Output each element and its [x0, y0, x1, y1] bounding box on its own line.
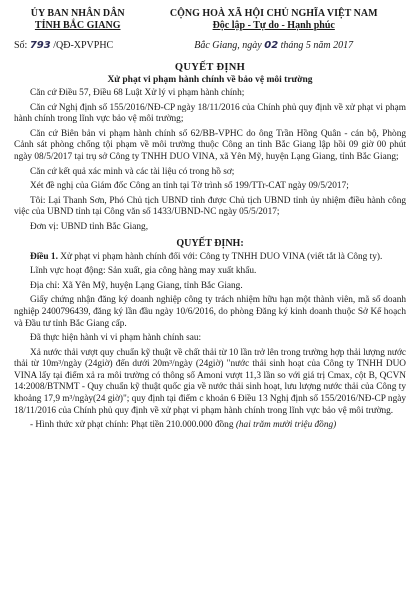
- date-prefix: Bắc Giang, ngày: [194, 40, 262, 51]
- article-1: [14, 252, 406, 264]
- issuer-block: [14, 8, 141, 52]
- penalty-words: (hai trăm mười triệu đồng): [235, 420, 337, 431]
- number-suffix: /QĐ-XPVPHC: [53, 40, 114, 51]
- document-header: [14, 8, 406, 52]
- date-day-handwritten: 02: [264, 40, 279, 51]
- legal-basis-2: Căn cứ Nghị định số 155/2016/NĐ-CP ngày 18/11/2016 của Chính phủ quy định về xử phạt vi phạm hành chính trong lĩnh vực bảo vệ môi trường;: [14, 102, 406, 125]
- body-paragraph-3: Giấy chứng nhận đăng ký doanh nghiệp công ty trách nhiệm hữu hạn một thành viên, mã số doanh nghiệp 2400796439, đăng ký lần đầu ngày 10/6/2016, do phòng Đăng ký kinh doanh thuộc Sở Kế hoạch và Đầu tư tỉnh Bắc Giang cấp.: [14, 295, 406, 329]
- national-motto-block: [141, 8, 406, 52]
- number-prefix: Số:: [14, 40, 28, 51]
- issuer-line2: TỈNH BẮC GIANG: [34, 20, 121, 31]
- country-name: CỘNG HOÀ XÃ HỘI CHỦ NGHĨA VIỆT NAM: [169, 8, 378, 19]
- body-paragraph-2: Địa chỉ: Xã Yên Mỹ, huyện Lạng Giang, tỉnh Bắc Giang.: [30, 280, 243, 291]
- issue-date: [141, 40, 406, 52]
- date-suffix: tháng 5 năm 2017: [280, 40, 354, 51]
- body-paragraph-4: Đã thực hiện hành vi vi phạm hành chính sau:: [30, 333, 202, 344]
- decision-heading: QUYẾT ĐỊNH:: [176, 237, 244, 249]
- number-handwritten: 793: [29, 40, 51, 51]
- document-subtitle: Xử phạt vi phạm hành chính về bảo vệ môi trường: [107, 75, 313, 85]
- legal-basis-6: Tôi: Lại Thanh Sơn, Phó Chủ tịch UBND tỉnh được Chủ tịch UBND tỉnh ủy nhiệm điều hành công việc của UBND tỉnh tại Công văn số 1433/UBND-NC ngày 05/5/2017;: [14, 195, 406, 218]
- document-number: [14, 40, 141, 52]
- penalty-line: [14, 420, 406, 432]
- document-title: QUYẾT ĐỊNH: [174, 62, 246, 73]
- motto: Độc lập - Tự do - Hạnh phúc: [212, 20, 335, 31]
- penalty-text: - Hình thức xử phạt chính: Phạt tiền 210.000.000 đồng: [30, 420, 236, 431]
- body-paragraph-5: Xả nước thải vượt quy chuẩn kỹ thuật về chất thải từ 10 lần trở lên trong trường hợp thải lượng nước thải từ 10m³/ngày (24giờ) đến dưới 20m³/ngày (24giờ) "nước thải sinh hoạt của Công ty TNHH DUO VINA lấy tại điểm xả ra môi trường có thông số Amoni vượt 11,3 lần so với giá trị Cmax, cột B, QCVN 14:2008/BTNMT - Quy chuẩn kỹ thuật quốc gia về nước thải sinh hoạt, lưu lượng nước thải của Công ty khoảng 17,9 m³/ngày(24 giờ)"; quy định tại điểm c khoản 6 Điều 13 Nghị định số 155/2016/NĐ-CP ngày 18/11/2016 của Chính phủ quy định về xử phạt vi phạm hành chính trong lĩnh vực bảo vệ môi trường.: [14, 347, 406, 416]
- legal-basis-5: Xét đề nghị của Giám đốc Công an tỉnh tại Tờ trình số 199/TTr-CAT ngày 09/5/2017;: [30, 181, 349, 192]
- legal-basis-3: Căn cứ Biên bản vi phạm hành chính số 62/BB-VPHC do ông Trần Hồng Quân - cán bộ, Phòng Cảnh sát phòng chống tội phạm về môi trường thuộc Công an tỉnh Bắc Giang lập hồi 09 giờ 00 phút ngày 08/5/2017 tại trụ sở Công ty TNHH DUO VINA, xã Yên Mỹ, huyện Lạng Giang, tỉnh Bắc Giang;: [14, 128, 406, 162]
- legal-basis-1: Căn cứ Điều 57, Điều 68 Luật Xử lý vi phạm hành chính;: [30, 88, 245, 98]
- issuer-line1: ỦY BAN NHÂN DÂN: [30, 8, 125, 19]
- article-1-label: Điều 1.: [30, 251, 58, 262]
- legal-basis-4: Căn cứ kết quả xác minh và các tài liệu có trong hồ sơ;: [30, 166, 235, 177]
- body-paragraph-1: Lĩnh vực hoạt động: Sản xuất, gia công hàng may xuất khẩu.: [30, 266, 257, 277]
- article-1-text: Xử phạt vi phạm hành chính đối với: Công ty TNHH DUO VINA (viết tắt là Công ty).: [57, 251, 383, 262]
- legal-basis-7: Đơn vị: UBND tỉnh Bắc Giang,: [30, 221, 149, 232]
